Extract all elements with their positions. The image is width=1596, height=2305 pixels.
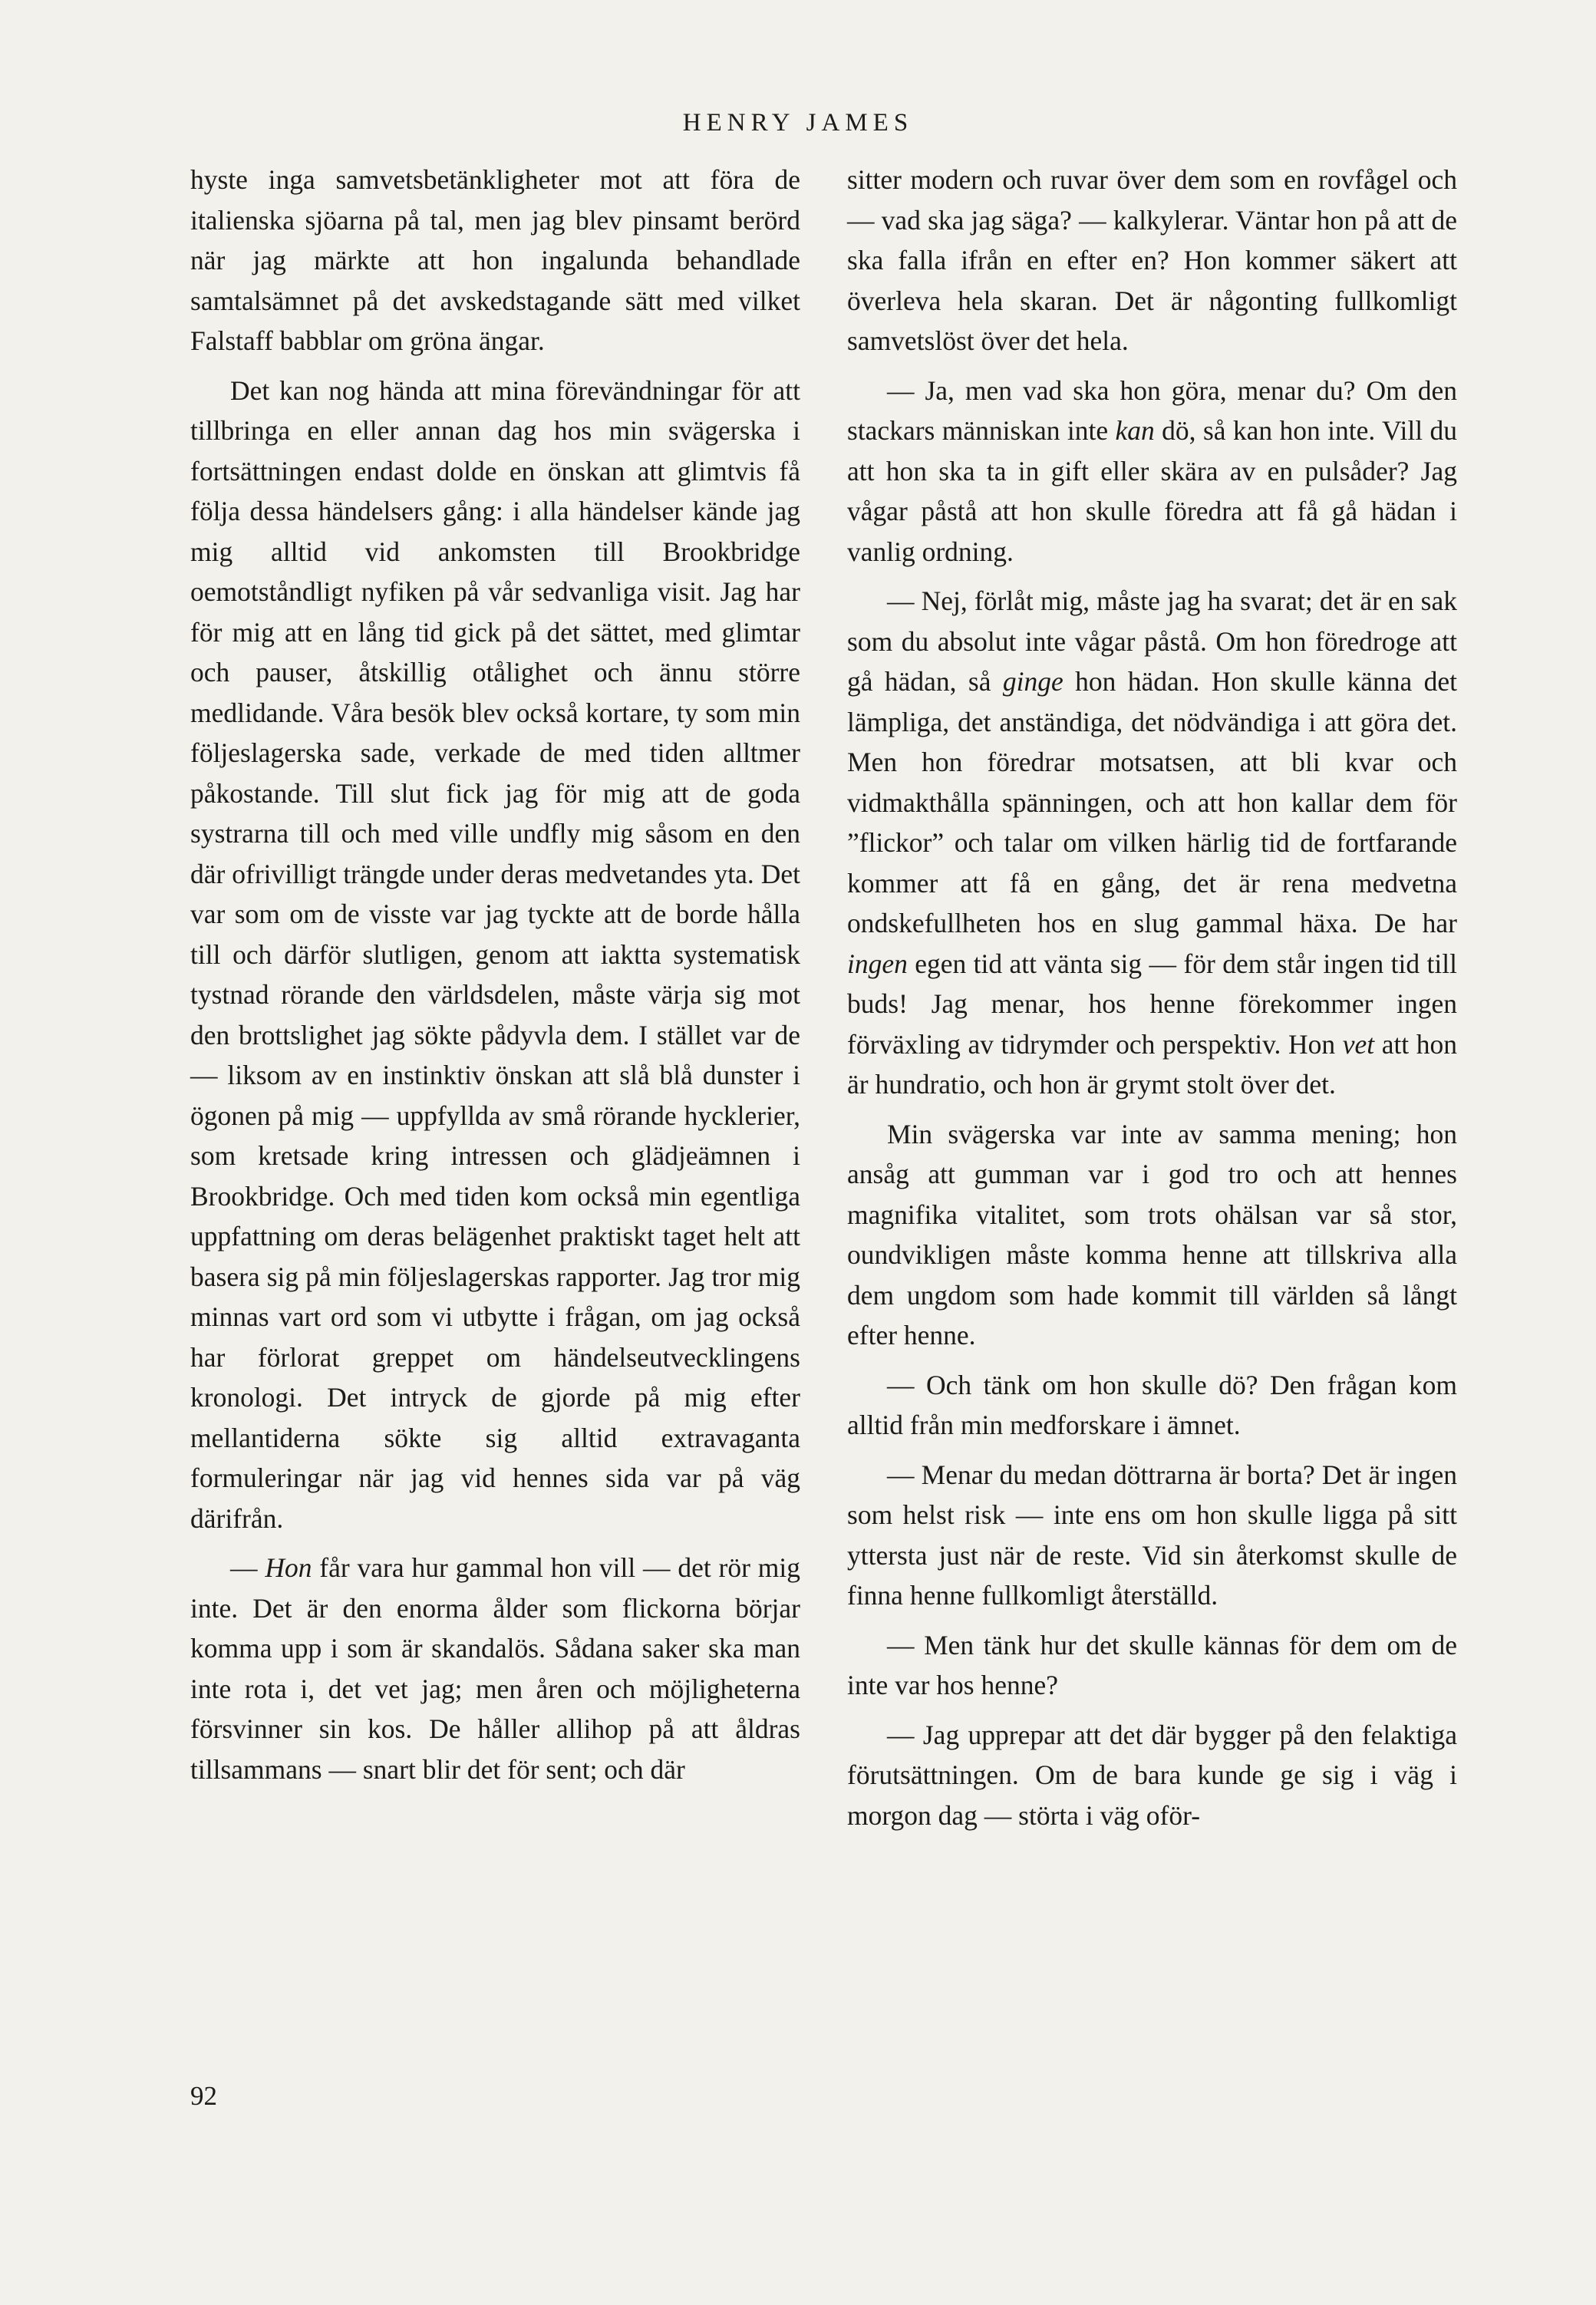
paragraph [847,1625,1457,1706]
paragraph [847,1455,1457,1616]
emphasized-text: ginge [1002,666,1063,697]
text-run: — Ja, men vad ska hon göra, menar du? Om den stackars människan inte [847,374,1457,446]
emphasized-text: vet [1342,1028,1375,1060]
emphasized-text: Hon [265,1552,312,1583]
text-run: — [230,1552,265,1583]
emphasized-text: kan [1115,415,1155,446]
text-run: får vara hur gammal hon vill — det rör mig inte. Det är den enorma ålder som flickorna börjar komma upp i som är skandalös. Sådana saker ska man inte rota i, det vet jag; men åren och möjligheterna försvinner sin kos. De håller allihop på att åldras tillsammans — snart blir det för sent; och där [190,1552,800,1785]
paragraph [847,1114,1457,1356]
left-column [190,160,800,1799]
right-column [847,160,1457,1845]
paragraph [847,160,1457,361]
paragraph [847,1365,1457,1446]
paragraph [847,1715,1457,1836]
text-run: — Jag upprepar att det där bygger på den felaktiga förutsättningen. Om de bara kunde ge sig i väg i morgon dag — störta i väg oför- [847,1719,1457,1831]
text-run: egen tid att vänta sig — för dem står ingen tid till buds! Jag menar, hos henne förekommer ingen förväxling av tidrymder och perspektiv. Hon [847,948,1457,1060]
text-run: dö, så kan hon inte. Vill du att hon ska ta in gift eller skära av en pulsåder? Jag vågar påstå att hon skulle föredra att få gå hädan i vanlig ordning. [847,415,1458,567]
paragraph [190,371,800,1539]
text-run: Det kan nog hända att mina förevändningar för att tillbringa en eller annan dag hos min svägerska i fortsättningen endast dolde en önskan att glimtvis få följa dessa händelsers gång: i alla händelser kände jag mig alltid vid ankomsten till Brookbridge oemotståndligt nyfiken på vår sedvanliga visit. Jag har för mig att en lång tid gick på det sättet, med glimtar och pauser, åtskillig otålighet och ännu större medlidande. Våra besök blev också kortare, ty som min följeslagerska sade, verkade de med tiden alltmer påkostande. Till slut fick jag för mig att de goda systrarna till och med ville undfly mig såsom en den där ofrivilligt trängde under deras medvetandes yta. Det var som om de visste var jag tyckte att de borde hålla till och därför slutligen, genom att iaktta systematisk tystnad rörande den världsdelen, måste värja sig mot den brottslighet jag sökte pådyvla dem. I stället var de — liksom av en instinktiv önskan att slå blå dunster i ögonen på mig — uppfyllda av små rörande hycklerier, som kretsade kring intressen och glädjeämnen i Brookbridge. Och med tiden kom också min egentliga uppfattning om deras belägenhet praktiskt taget helt att basera sig på min följeslagerskas rapporter. Jag tror mig minnas vart ord som vi utbytte i frågan, om jag också har förlorat greppet om händelseutvecklingens kronologi. Det intryck de gjorde på mig efter mellantiderna sökte sig alltid extravaganta formuleringar när jag vid hennes sida var på väg därifrån. [190,374,800,1534]
text-run: sitter modern och ruvar över dem som en rovfågel och — vad ska jag säga? — kalkylerar. Väntar hon på att de ska falla ifrån en efter en? Hon kommer säkert att överleva hela skaran. Det är någonting fullkomligt samvetslöst över det hela. [847,164,1457,356]
text-run: — Nej, förlåt mig, måste jag ha svarat; det är en sak som du absolut inte vågar påstå. Om hon föredroge att gå hädan, så [847,585,1457,697]
text-run: att hon är hundratio, och hon är grymt stolt över det. [847,1028,1458,1100]
text-run: — Och tänk om hon skulle dö? Den frågan kom alltid från min medforskare i ämnet. [847,1369,1457,1440]
text-run: — Men tänk hur det skulle kännas för dem om de inte var hos henne? [847,1629,1457,1700]
text-run: Min svägerska var inte av samma mening; hon ansåg att gumman var i god tro och att hennes magnifika vitalitet, som trots ohälsan var så stor, oundvikligen måste komma henne att tillskriva alla dem ungdom som hade kommit till världen så långt efter henne. [847,1118,1457,1350]
text-run: hyste inga samvetsbetänkligheter mot att föra de italienska sjöarna på tal, men jag blev pinsamt berörd när jag märkte att hon ingalunda behandlade samtalsämnet på det avskedstagande sätt med vilket Falstaff babblar om gröna ängar. [190,164,800,356]
paragraph [847,371,1457,572]
running-header: HENRY JAMES [682,109,914,137]
paragraph [190,160,800,361]
text-run: hon hädan. Hon skulle känna det lämpliga, det anständiga, det nödvändiga i att göra det. Men hon föredrar motsatsen, att bli kvar och vidmakthålla spänningen, och att hon kallar dem för ”flickor” och talar om vilken härlig tid de fortfarande kommer att få en gång, det är rena medvetna ondskefullheten hos en slug gammal häxa. De har [847,666,1457,938]
page-number: 92 [190,2081,217,2111]
paragraph [190,1548,800,1789]
paragraph [847,581,1457,1105]
emphasized-text: ingen [847,948,908,979]
text-run: — Menar du medan döttrarna är borta? Det är ingen som helst risk — inte ens om hon skulle ligga på sitt yttersta just när de reste. Vid sin återkomst skulle de finna henne fullkomligt återställd. [847,1459,1457,1611]
